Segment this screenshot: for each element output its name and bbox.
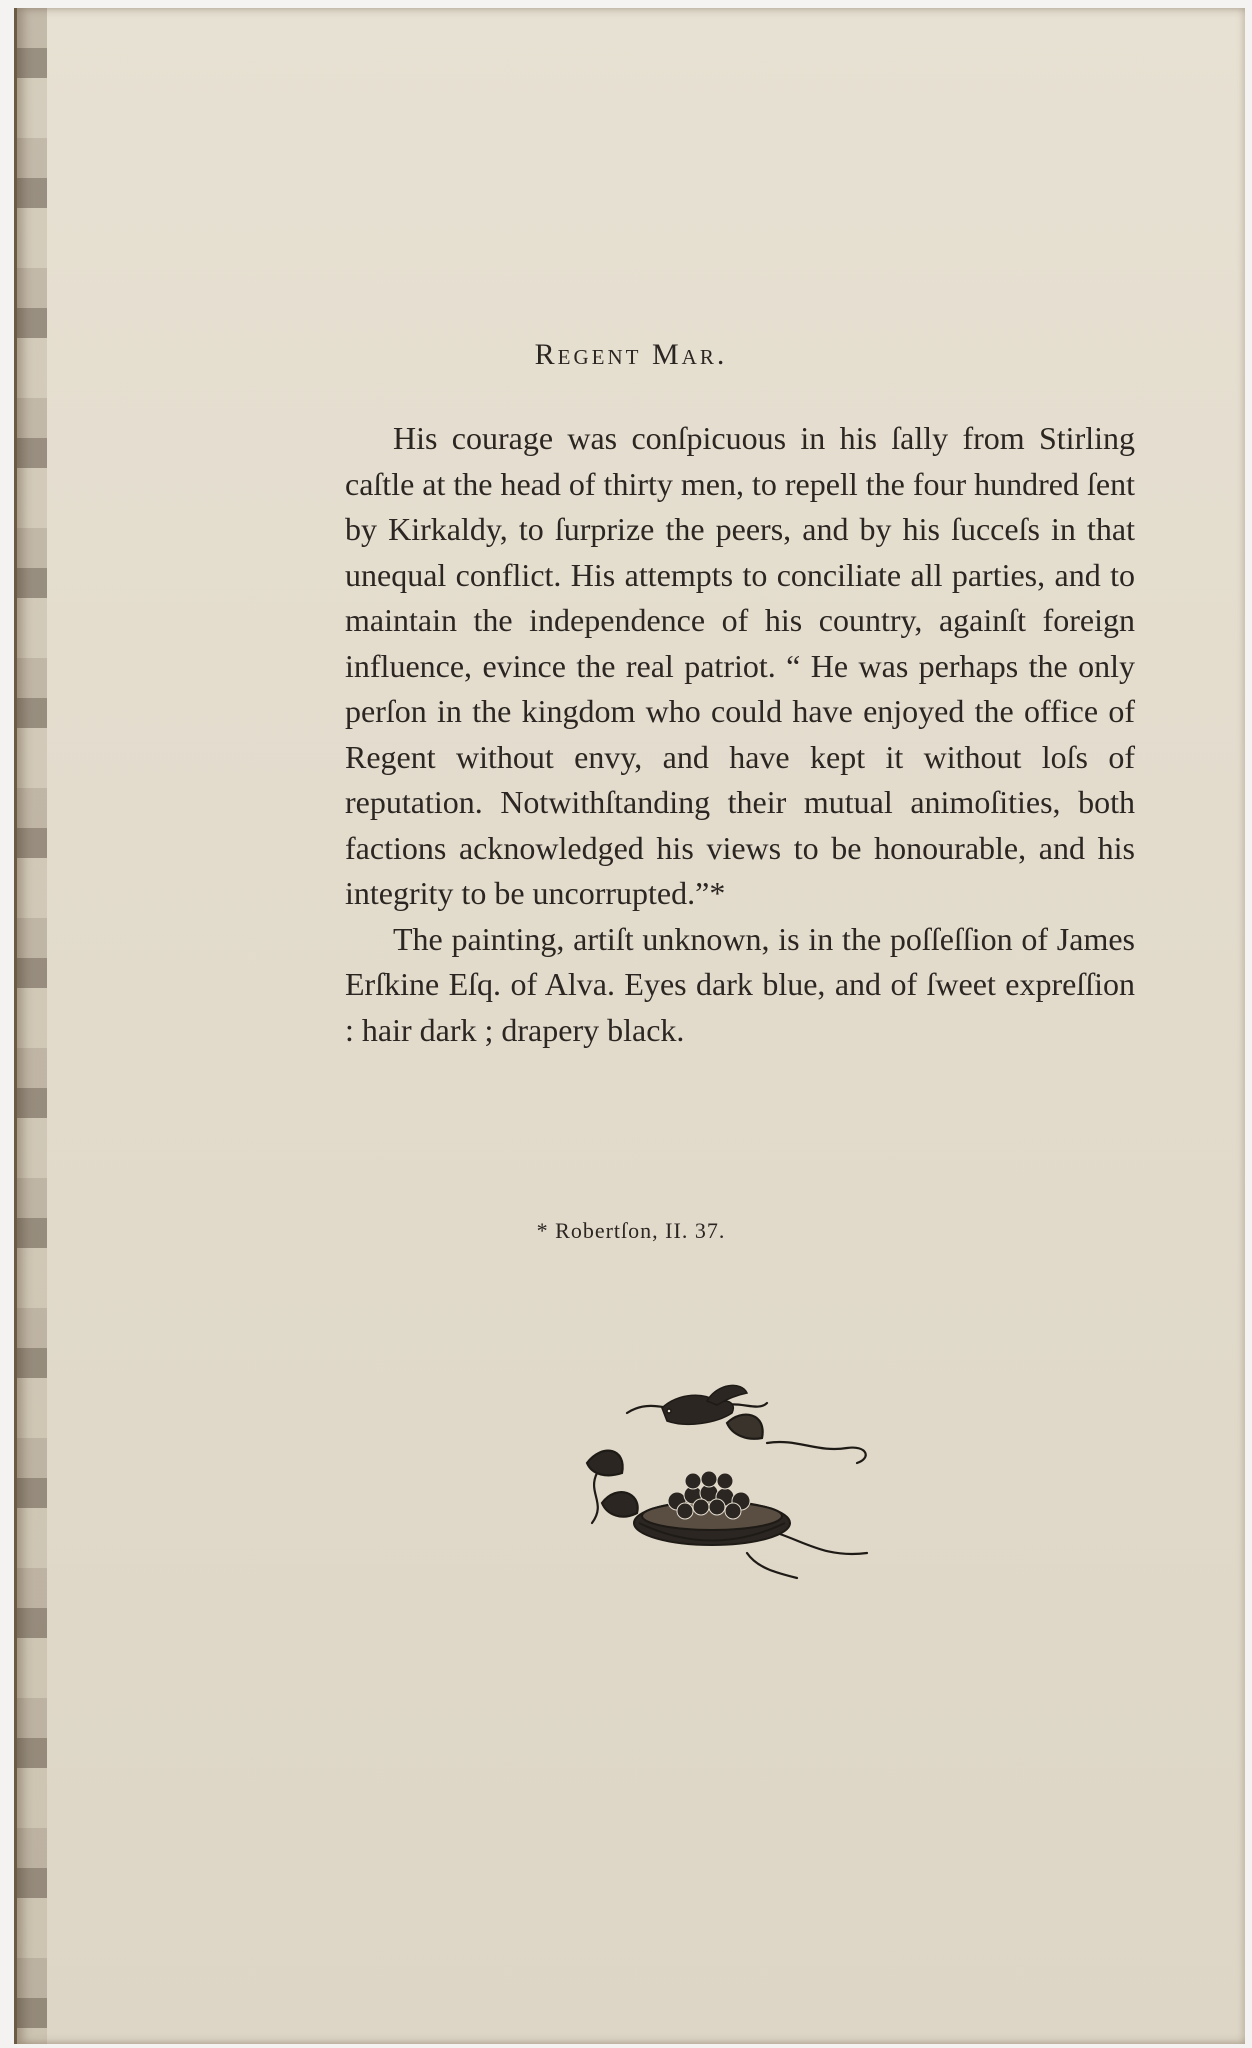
paragraph-1: His courage was conſpicuous in his ſally from Stirling caſtle at the head of thirty men, to repell the four hundred ſent by Kirkaldy, to ſurprize the peers, and by his ſucceſs in that unequal conflict. His attempts to conciliate all parties, and to maintain the independence of his country, againſt foreign influence, evince the real patriot. “ He was perhaps the only perſon in the kingdom who could have enjoyed the office of Regent without envy, and have kept it without loſs of reputation. Notwithſtanding their mutual animoſities, both factions acknowledged his views to be honourable, and his integrity to be uncorrupted.”*	[345, 420, 1135, 911]
paragraph-2: The painting, artiſt unknown, is in the poſſeſſion of James Erſkine Eſq. of Alva. Eyes dark blue, and of ſweet expreſſion : hair dark ; drapery black.	[345, 920, 1135, 1048]
basket-ornament-icon	[567, 1383, 897, 1583]
running-header	[17, 338, 1245, 372]
page-title: Regent Mar.	[534, 338, 728, 371]
main-text	[345, 416, 1135, 1053]
page-edge-stain	[17, 8, 47, 2044]
book-page	[14, 8, 1245, 2044]
footnote: * Robertſon, II. 37.	[536, 1218, 726, 1243]
